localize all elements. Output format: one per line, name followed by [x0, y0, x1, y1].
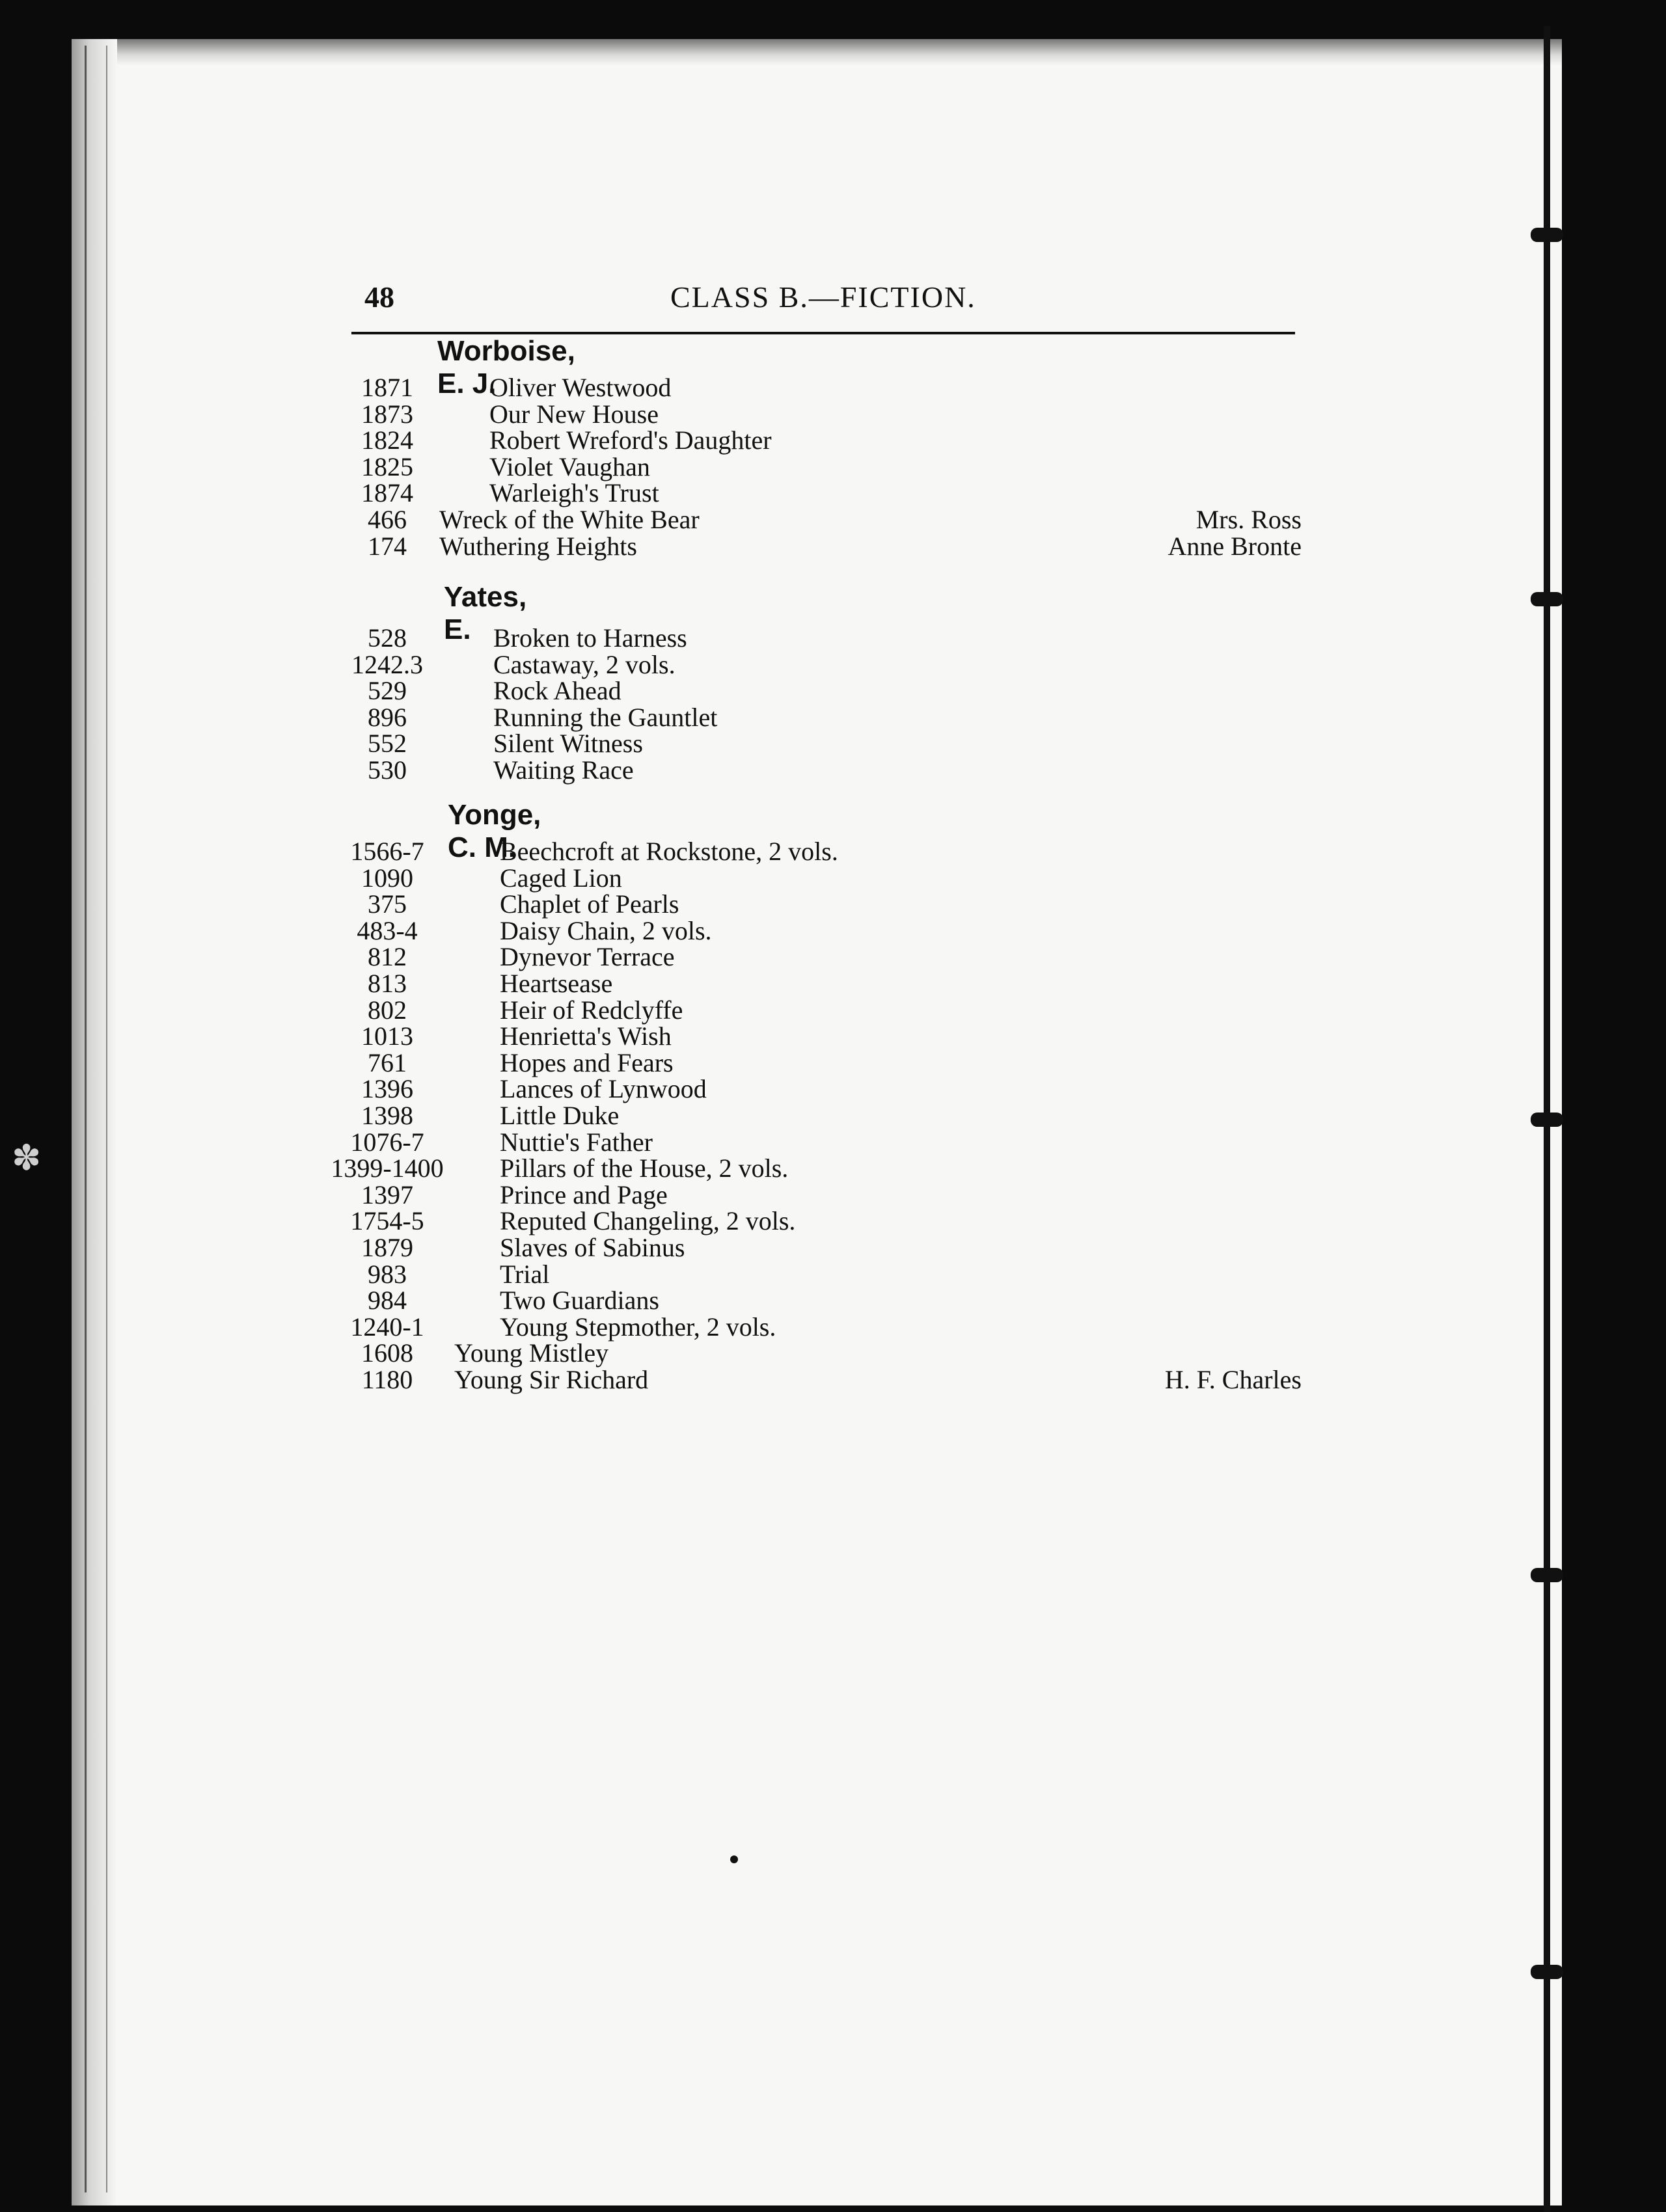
- page-dot: [730, 1855, 738, 1863]
- catalog-number: 530: [368, 755, 407, 785]
- book-title: Hopes and Fears: [500, 1047, 674, 1077]
- book-title: Heir of Redclyffe: [500, 995, 683, 1025]
- catalog-number: 1397: [361, 1180, 413, 1209]
- book-title: Chaplet of Pearls: [500, 889, 679, 919]
- book-title: Waiting Race: [493, 755, 634, 785]
- book-title: Wreck of the White Bear: [439, 505, 700, 534]
- catalog-number: 1180: [361, 1365, 413, 1394]
- catalog-number: 802: [368, 995, 407, 1025]
- book-title: Heartsease: [500, 969, 613, 998]
- book-title: Slaves of Sabinus: [500, 1233, 685, 1262]
- book-title: Oliver Westwood: [489, 373, 672, 402]
- catalog-number: 1566-7: [350, 837, 424, 866]
- author-note: Anne Bronte: [1168, 531, 1302, 561]
- page-header: [351, 273, 1295, 334]
- book-title: Beechcroft at Rockstone, 2 vols.: [500, 837, 838, 866]
- catalog-number: 1873: [361, 399, 413, 429]
- catalog-number: 812: [368, 942, 407, 972]
- author-heading: Yates, E.: [444, 581, 527, 645]
- catalog-number: 174: [368, 531, 407, 561]
- catalog-number: 552: [368, 729, 407, 759]
- book-title: Young Mistley: [454, 1338, 609, 1368]
- catalog-number: 1398: [361, 1101, 413, 1130]
- book-title: Castaway, 2 vols.: [493, 649, 676, 679]
- catalog-number: 529: [368, 676, 407, 706]
- book-title: Young Stepmother, 2 vols.: [500, 1312, 776, 1342]
- book-title: Two Guardians: [500, 1286, 659, 1315]
- book-title: Nuttie's Father: [500, 1127, 653, 1157]
- book-title: Pillars of the House, 2 vols.: [500, 1153, 789, 1183]
- book-title: Violet Vaughan: [489, 452, 650, 481]
- book-title: Our New House: [489, 399, 659, 429]
- catalog-number: 896: [368, 702, 407, 732]
- book-title: Silent Witness: [493, 729, 643, 759]
- author-heading: Worboise, E. J.: [437, 335, 575, 399]
- catalog-number: 528: [368, 623, 407, 653]
- catalog-number: 1013: [361, 1021, 413, 1051]
- catalog-number: 1076-7: [350, 1127, 424, 1157]
- catalog-number: 1825: [361, 452, 413, 481]
- book-title: Rock Ahead: [493, 676, 621, 706]
- catalog-number: 1754-5: [350, 1206, 424, 1236]
- catalog-number: 1874: [361, 478, 413, 508]
- book-title: Caged Lion: [500, 863, 622, 893]
- catalog-number: 1824: [361, 425, 413, 455]
- catalog-number: 761: [368, 1047, 407, 1077]
- running-title: CLASS B.—FICTION.: [670, 280, 976, 314]
- stacked-page-edges: [85, 46, 107, 2192]
- catalog-number: 1240-1: [350, 1312, 424, 1342]
- catalog-number: 1090: [361, 863, 413, 893]
- book-title: Broken to Harness: [493, 623, 687, 653]
- book-title: Robert Wreford's Daughter: [489, 425, 772, 455]
- book-title: Henrietta's Wish: [500, 1021, 672, 1051]
- book-title: Lances of Lynwood: [500, 1074, 707, 1104]
- book-title: Running the Gauntlet: [493, 702, 718, 732]
- document-page: [72, 39, 1562, 2205]
- book-title: Wuthering Heights: [439, 531, 637, 561]
- binding-stitch: [1531, 1113, 1563, 1127]
- catalog-number: 984: [368, 1286, 407, 1315]
- catalog-number: 1871: [361, 373, 413, 402]
- catalog-number: 466: [368, 505, 407, 534]
- catalog-number: 483-4: [357, 915, 418, 945]
- margin-blot: ✽: [12, 1139, 42, 1178]
- author-heading: Yonge, C. M.: [448, 799, 541, 863]
- catalog-number: 1879: [361, 1233, 413, 1262]
- book-title: Little Duke: [500, 1101, 620, 1130]
- binding-stitch: [1531, 1965, 1563, 1979]
- book-title: Daisy Chain, 2 vols.: [500, 915, 712, 945]
- book-title: Prince and Page: [500, 1180, 668, 1209]
- catalog-number: 1399-1400: [331, 1153, 444, 1183]
- catalog-number: 375: [368, 889, 407, 919]
- author-note: Mrs. Ross: [1195, 505, 1302, 534]
- page-top-edge: [91, 39, 1562, 65]
- book-title: Trial: [500, 1259, 550, 1289]
- catalog-number: 983: [368, 1259, 407, 1289]
- page-number: 48: [364, 280, 394, 314]
- binding-stitch: [1531, 1568, 1563, 1582]
- binding-stitch: [1531, 592, 1563, 606]
- catalog-number: 813: [368, 969, 407, 998]
- catalog-number: 1242.3: [351, 649, 423, 679]
- book-title: Young Sir Richard: [454, 1365, 649, 1394]
- binding-stitch: [1531, 228, 1563, 242]
- catalog-number: 1608: [361, 1338, 413, 1368]
- book-title: Reputed Changeling, 2 vols.: [500, 1206, 796, 1236]
- author-note: H. F. Charles: [1164, 1365, 1302, 1394]
- book-title: Warleigh's Trust: [489, 478, 659, 508]
- book-title: Dynevor Terrace: [500, 942, 675, 972]
- catalog-number: 1396: [361, 1074, 413, 1104]
